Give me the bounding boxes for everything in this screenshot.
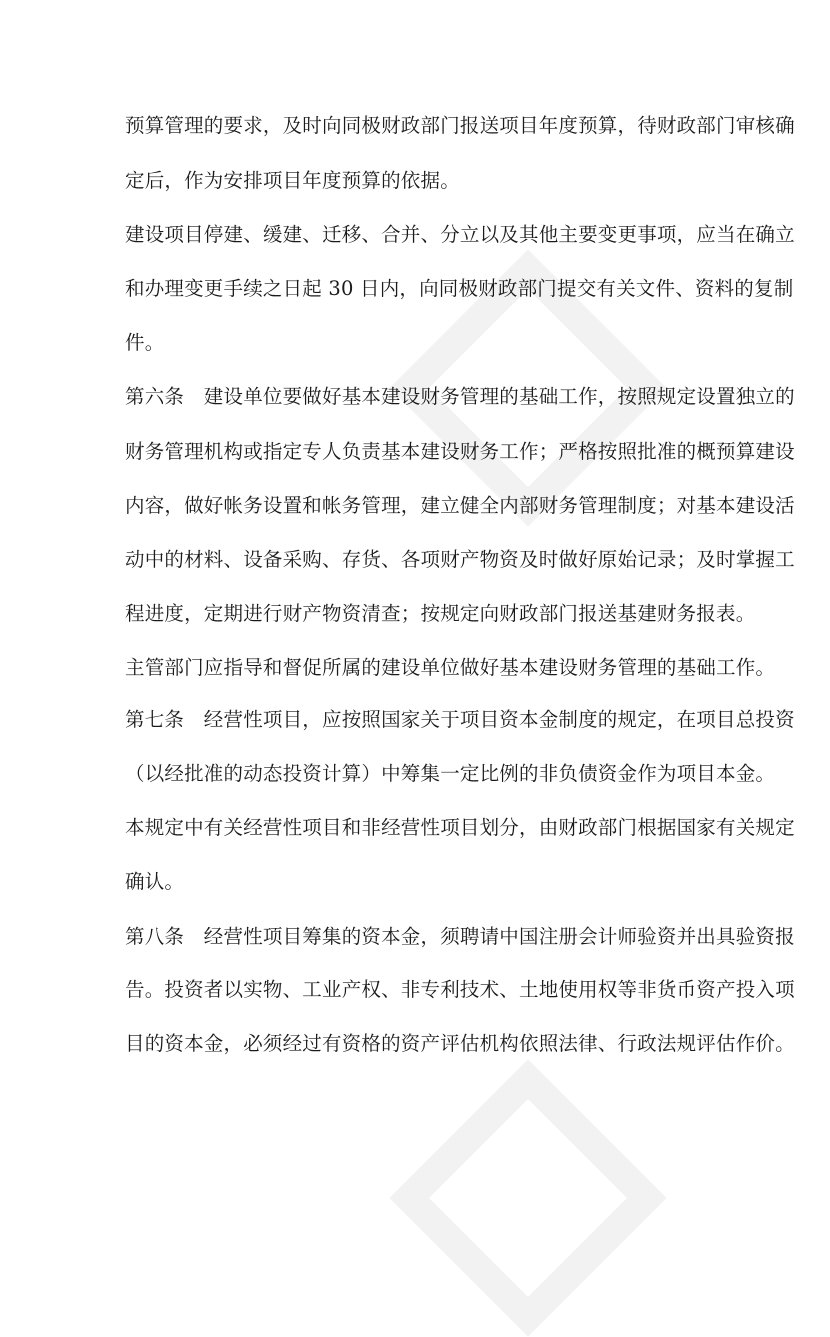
text-line: 第七条 经营性项目，应按照国家关于项目资本金制度的规定，在项目总投资 bbox=[125, 708, 795, 731]
text-line: 确认。 bbox=[125, 870, 185, 893]
text-line: （以经批准的动态投资计算）中筹集一定比例的非负债资金作为项目本金。 bbox=[125, 762, 776, 785]
watermark-logo bbox=[389, 1059, 666, 1336]
text-line: 第六条 建设单位要做好基本建设财务管理的基础工作，按照规定设置独立的 bbox=[125, 385, 795, 408]
text-line: 和办理变更手续之日起 30 日内，向同极财政部门提交有关文件、资料的复制 bbox=[125, 277, 794, 300]
text-line: 动中的材料、设备采购、存货、各项财产物资及时做好原始记录；及时掌握工 bbox=[125, 548, 795, 571]
text-line: 程进度，定期进行财产物资清查；按规定向财政部门报送基建财务报表。 bbox=[125, 602, 756, 625]
text-line: 内容，做好帐务设置和帐务管理，建立健全内部财务管理制度；对基本建设活 bbox=[125, 494, 795, 517]
text-line: 财务管理机构或指定专人负责基本建设财务工作；严格按照批准的概预算建设 bbox=[125, 440, 795, 463]
text-line: 预算管理的要求，及时向同极财政部门报送项目年度预算，待财政部门审核确 bbox=[125, 114, 795, 137]
text-line: 主管部门应指导和督促所属的建设单位做好基本建设财务管理的基础工作。 bbox=[125, 656, 776, 679]
text-line: 告。投资者以实物、工业产权、非专利技术、土地使用权等非货币资产投入项 bbox=[125, 978, 795, 1001]
text-line: 目的资本金，必须经过有资格的资产评估机构依照法律、行政法规评估作价。 bbox=[125, 1032, 795, 1055]
text-line: 定后，作为安排项目年度预算的依据。 bbox=[125, 169, 460, 192]
text-line: 件。 bbox=[125, 331, 165, 354]
text-line: 建设项目停建、缓建、迁移、合并、分立以及其他主要变更事项，应当在确立 bbox=[125, 223, 795, 246]
text-line: 第八条 经营性项目筹集的资本金，须聘请中国注册会计师验资并出具验资报 bbox=[125, 925, 795, 948]
text-line: 本规定中有关经营性项目和非经营性项目划分，由财政部门根据国家有关规定 bbox=[125, 816, 795, 839]
